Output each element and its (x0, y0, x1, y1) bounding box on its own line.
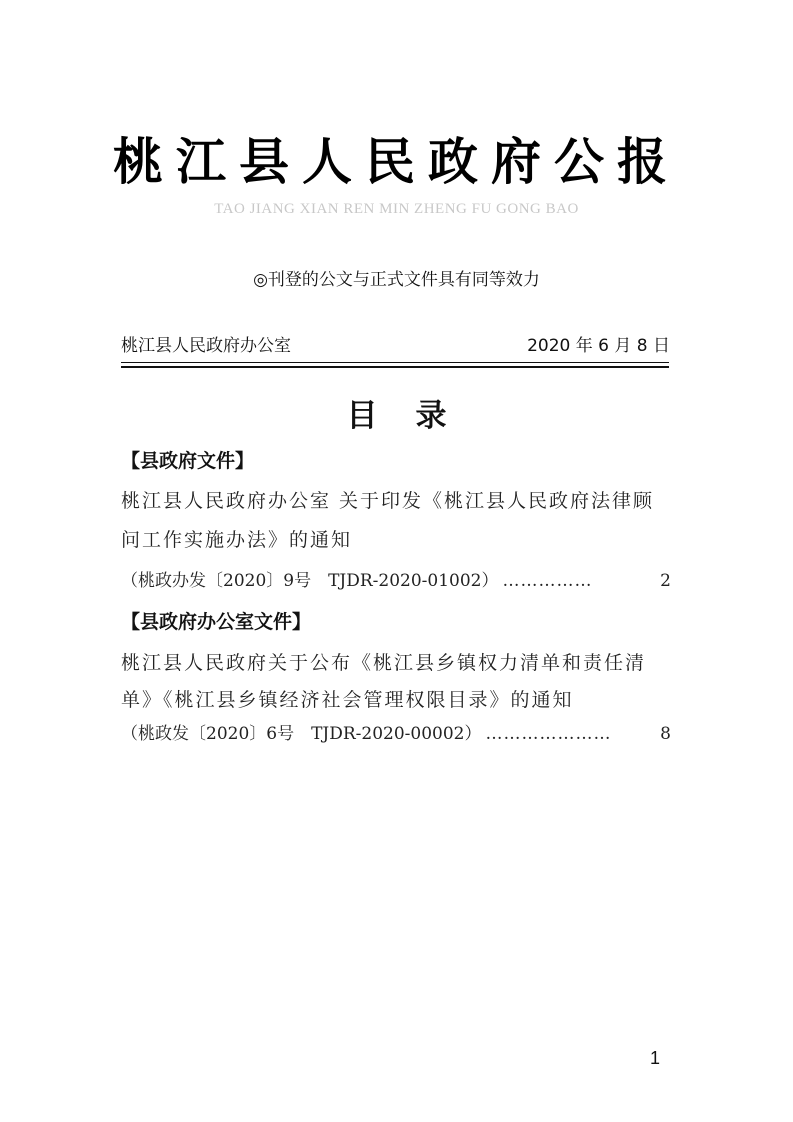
header-rule-thick (121, 366, 669, 368)
toc-entry-title-line[interactable]: 单》《桃江县乡镇经济社会管理权限目录》的通知 (121, 689, 574, 711)
toc-title: 目录 (346, 398, 485, 434)
validity-notice: ◎刊登的公文与正式文件具有同等效力 (253, 270, 540, 290)
toc-entry-title-line[interactable]: 桃江县人民政府办公室 关于印发《桃江县人民政府法律顾 (121, 490, 655, 512)
gazette-title-pinyin: TAO JIANG XIAN REN MIN ZHENG FU GONG BAO (214, 201, 579, 217)
issue-date: 2020 年 6 月 8 日 (527, 336, 670, 356)
toc-page-number: 8 (660, 724, 671, 744)
toc-entry-title-line[interactable]: 问工作实施办法》的通知 (121, 529, 353, 551)
toc-entry-title-line[interactable]: 桃江县人民政府关于公布《桃江县乡镇权力清单和责任清 (121, 652, 647, 674)
toc-entry-reference[interactable] (121, 719, 671, 744)
section-heading-county-office: 【县政府办公室文件】 (121, 611, 312, 633)
document-number: （桃政发〔2020〕6号 TJDR-2020-00002） (121, 724, 482, 744)
issuer-name: 桃江县人民政府办公室 (121, 336, 291, 356)
toc-page-number: 2 (660, 571, 671, 591)
document-number: （桃政办发〔2020〕9号 TJDR-2020-01002） (121, 571, 499, 591)
dot-leader: …………… (502, 571, 593, 591)
gazette-title: 桃江县人民政府公报 (113, 132, 680, 191)
section-heading-county-government: 【县政府文件】 (121, 450, 255, 472)
header-rule-thin (121, 362, 669, 363)
dot-leader: ………………… (485, 724, 612, 744)
page-number: 1 (649, 1048, 660, 1068)
toc-entry-reference[interactable] (121, 566, 671, 591)
